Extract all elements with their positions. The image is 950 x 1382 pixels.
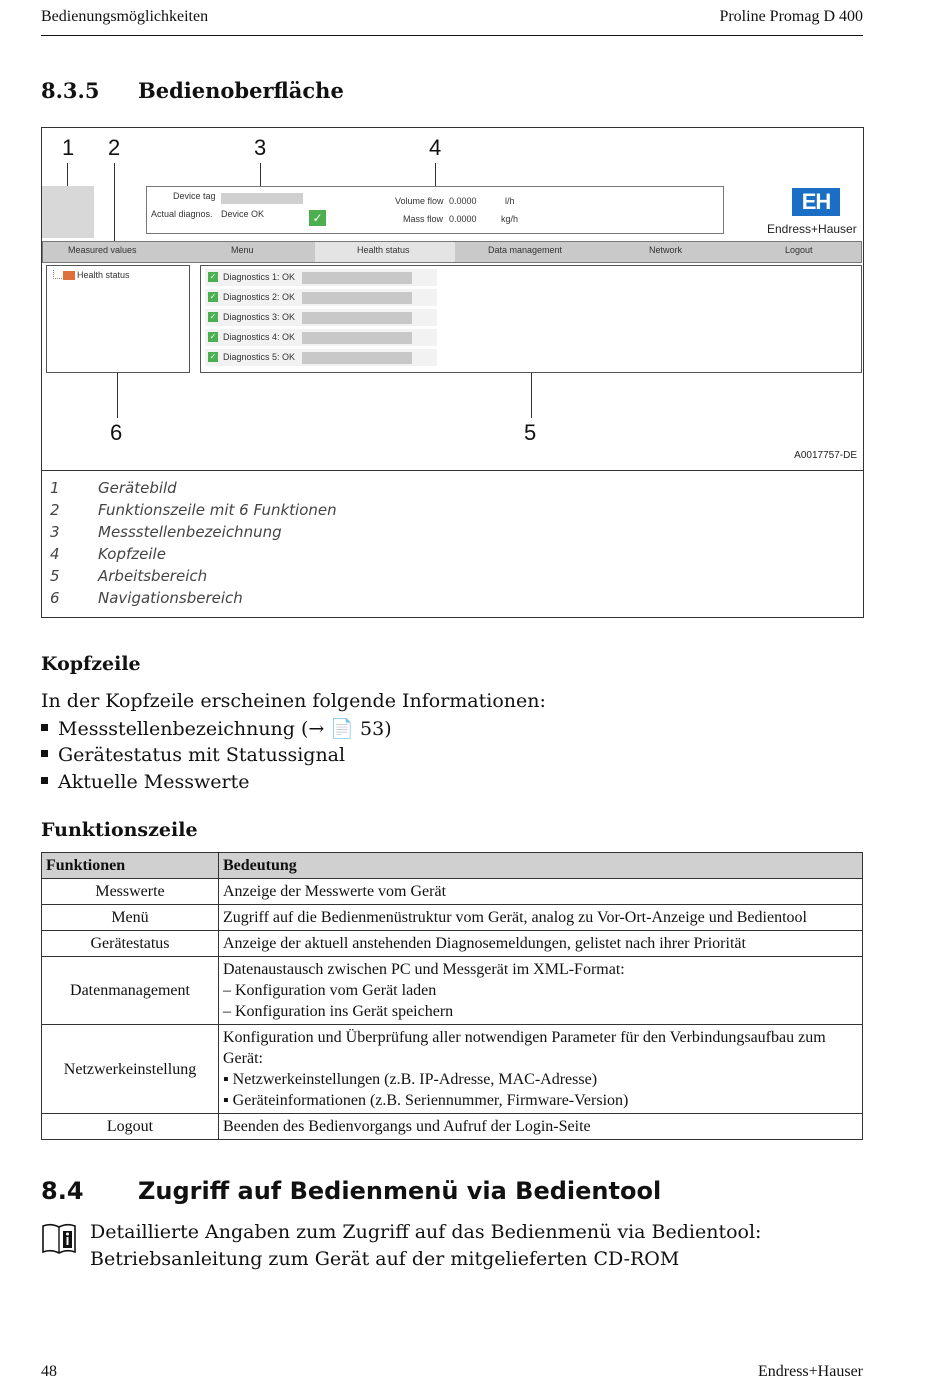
navigation-area [46, 265, 190, 373]
function-cell: Netzwerkeinstellung [42, 1025, 219, 1114]
check-icon: ✓ [209, 312, 217, 321]
legend-number: 6 [50, 589, 60, 607]
diagnostics-row [205, 269, 437, 286]
meaning-cell: Anzeige der aktuell anstehenden Diagnosemeldungen, gelistet nach ihrer Priorität [219, 931, 863, 957]
volume-flow-unit: l/h [505, 196, 515, 206]
meaning-cell: Beenden des Bedienvorgangs und Aufruf der Login-Seite [219, 1114, 863, 1140]
list-item: ▪ Geräteinformationen (z.B. Seriennummer, Firmware-Version) [223, 1092, 629, 1109]
bullet-text: Messstellenbezeichnung (→ 📄 53) [58, 718, 392, 740]
running-header-right: Proline Promag D 400 [719, 8, 863, 25]
table-row [42, 905, 863, 931]
meaning-cell: Anzeige der Messwerte vom Gerät [219, 879, 863, 905]
legend-text: Funktionszeile mit 6 Funktionen [98, 501, 337, 519]
callout-line-4 [435, 163, 436, 187]
running-header-left: Bedienungsmöglichkeiten [41, 8, 209, 25]
menu-health-status[interactable]: Health status [357, 245, 410, 255]
callout-2: 2 [108, 135, 121, 160]
meaning-text: Datenaustausch zwischen PC und Messgerät im XML-Format: [223, 961, 625, 978]
nav-tree-health-status[interactable]: Health status [77, 270, 130, 280]
legend-number: 4 [50, 545, 60, 563]
bullet-text: Aktuelle Messwerte [58, 771, 250, 793]
section-number: 8.3.5 [41, 78, 100, 103]
callout-5: 5 [524, 420, 537, 445]
legend-text: Messstellenbezeichnung [98, 523, 282, 541]
folder-icon [63, 271, 75, 280]
kopfzeile-heading: Kopfzeile [41, 653, 141, 675]
callout-6: 6 [110, 420, 123, 445]
volume-flow-label: Volume flow [395, 196, 444, 206]
function-cell: Gerätestatus [42, 931, 219, 957]
volume-flow-value: 0.0000 [449, 196, 477, 206]
device-tag-field [221, 193, 303, 204]
brand-logo-text: Endress+Hauser [767, 222, 857, 236]
book-info-icon [41, 1222, 77, 1256]
menu-data-management[interactable]: Data management [488, 245, 563, 255]
callout-line-5 [531, 373, 532, 418]
meaning-cell [219, 1025, 863, 1114]
diagnostics-row [205, 349, 437, 366]
page-number: 48 [41, 1363, 57, 1380]
table-row [42, 931, 863, 957]
list-item: – Konfiguration vom Gerät laden [223, 982, 437, 999]
legend-number: 3 [50, 523, 60, 541]
section-title: Bedienoberfläche [138, 78, 344, 103]
mass-flow-unit: kg/h [501, 214, 519, 224]
diagnostics-row [205, 289, 437, 306]
menu-menu[interactable]: Menu [231, 245, 254, 255]
mass-flow-label: Mass flow [403, 214, 444, 224]
bullet-text: Gerätestatus mit Statussignal [58, 744, 346, 766]
legend-number: 2 [50, 501, 60, 519]
callout-1: 1 [62, 135, 75, 160]
legend-text: Gerätebild [98, 479, 177, 497]
funktionszeile-heading: Funktionszeile [41, 819, 198, 841]
check-icon: ✓ [209, 332, 217, 341]
tree-connector [53, 270, 62, 279]
diagnostics-label: Diagnostics 5: OK [223, 352, 296, 362]
check-icon: ✓ [209, 272, 217, 281]
diagnostics-row [205, 309, 437, 326]
meaning-cell [219, 957, 863, 1025]
column-header-functions: Funktionen [42, 853, 219, 879]
function-bar [42, 241, 862, 263]
table-header-row [42, 853, 863, 879]
diagnostics-label: Diagnostics 4: OK [223, 332, 296, 342]
callout-line-6 [117, 373, 118, 418]
function-cell: Datenmanagement [42, 957, 219, 1025]
diagnostics-label: Diagnostics 2: OK [223, 292, 296, 302]
callout-line-2 [114, 163, 115, 243]
table-row [42, 1114, 863, 1140]
footer-brand: Endress+Hauser [758, 1363, 863, 1380]
table-row [42, 957, 863, 1025]
section-title: Zugriff auf Bedienmenü via Bedientool [138, 1177, 662, 1205]
list-item [41, 771, 249, 793]
work-area [200, 265, 862, 373]
legend-text: Kopfzeile [98, 545, 166, 563]
menu-measured-values[interactable]: Measured values [68, 245, 137, 255]
menu-network[interactable]: Network [649, 245, 683, 255]
figure-legend-separator [42, 470, 863, 471]
diagnostics-row [205, 329, 437, 346]
diagnostics-label: Diagnostics 3: OK [223, 312, 296, 322]
meaning-cell: Zugriff auf die Bedienmenüstruktur vom Gerät, analog zu Vor-Ort-Anzeige und Bedientool [219, 905, 863, 931]
diagnostics-field [302, 312, 412, 324]
legend-text: Arbeitsbereich [98, 567, 208, 585]
function-cell: Menü [42, 905, 219, 931]
diagnostics-label: Diagnostics 1: OK [223, 272, 296, 282]
functions-table [41, 852, 863, 1140]
diagnostics-field [302, 332, 412, 344]
table-row [42, 1025, 863, 1114]
section-number: 8.4 [41, 1177, 84, 1205]
mass-flow-value: 0.0000 [449, 214, 477, 224]
legend-number: 5 [50, 567, 60, 585]
check-icon: ✓ [209, 292, 217, 301]
list-item: ▪ Netzwerkeinstellungen (z.B. IP-Adresse, MAC-Adresse) [223, 1071, 598, 1088]
table-row [42, 879, 863, 905]
list-item: – Konfiguration ins Gerät speichern [223, 1003, 454, 1020]
meaning-text: Konfiguration und Überprüfung aller notwendigen Parameter für den Verbindungsaufbau zum Gerät: [223, 1029, 826, 1067]
check-icon: ✓ [209, 352, 217, 361]
device-tag-label: Device tag [173, 191, 216, 201]
function-cell: Messwerte [42, 879, 219, 905]
figure-code: A0017757-DE [794, 450, 857, 461]
header-rule [41, 35, 863, 36]
ui-figure [41, 127, 864, 618]
kopfzeile-intro: In der Kopfzeile erscheinen folgende Informationen: [41, 690, 546, 712]
actual-diagnos-label: Actual diagnos. [151, 209, 213, 219]
legend-text: Navigationsbereich [98, 589, 243, 607]
diagnostics-field [302, 352, 412, 364]
actual-diagnos-value: Device OK [221, 209, 265, 219]
callout-3: 3 [254, 135, 267, 160]
function-cell: Logout [42, 1114, 219, 1140]
info-note: Detaillierte Angaben zum Zugriff auf das Bedienmenü via Bedientool: Betriebsanleitung zum Gerät auf der mitgelieferten CD-ROM [90, 1221, 762, 1270]
callout-4: 4 [429, 135, 442, 160]
column-header-meaning: Bedeutung [219, 853, 863, 879]
list-item [41, 744, 345, 766]
diagnostics-field [302, 272, 412, 284]
device-image [42, 186, 94, 238]
header-area [146, 186, 724, 234]
legend-number: 1 [50, 479, 60, 497]
brand-logo-mark: EH [792, 188, 840, 216]
menu-logout[interactable]: Logout [785, 245, 813, 255]
diagnostics-field [302, 292, 412, 304]
list-item [41, 717, 392, 740]
status-ok-icon: ✓ [309, 210, 326, 226]
